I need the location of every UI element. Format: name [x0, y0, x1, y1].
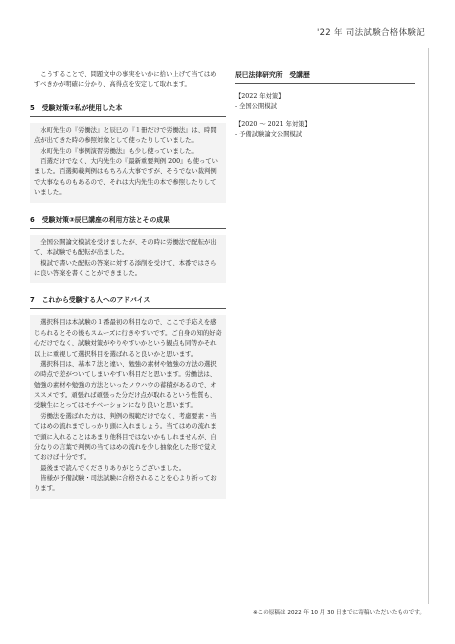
course-history-group — [235, 92, 415, 112]
section-number: 5 — [30, 103, 35, 112]
margin-rule — [428, 48, 429, 604]
paragraph: 皆様が予備試験・司法試験に合格されることを心より祈っております。 — [34, 475, 217, 493]
course-year: 【2020 ～ 2021 年対策】 — [235, 121, 311, 129]
paragraph: 最後まで読んでくださりありがとうございました。 — [40, 464, 186, 472]
paragraph: 全国公開論文模試を受けましたが、その時に労働法で配転が出て、本試験でも配転が出ました。 — [34, 238, 217, 257]
running-header: '22 年 司法試験合格体験記 — [316, 28, 425, 38]
section-5 — [30, 103, 226, 203]
main-column — [30, 70, 226, 499]
paragraph: 水町先生の『事例演習労働法』も少し使っていました。 — [40, 147, 198, 155]
course-item: - 予備試験論文公開模試 — [235, 131, 303, 139]
section-7 — [30, 295, 226, 499]
section-title: 受験対策③辰巳講座の利用方法とその成果 — [41, 215, 170, 224]
section-title: 受験対策②私が使用した本 — [41, 103, 123, 112]
section-number: 6 — [30, 215, 35, 224]
paragraph: こうすることで、問題文中の事実をいかに拾い上げて当てはめすべきかが明確に分かり、高得点を安定して取れます。 — [34, 71, 217, 89]
paragraph: 模試で書いた配転の答案に対する添削を受けて、本番ではさらに良い答案を書くことができました。 — [34, 259, 217, 277]
course-item: - 全国公開模試 — [235, 103, 277, 111]
paragraph: 労働法を選ばれた方は、判例の規範だけでなく、考慮要素・当てはめの流れまでしっかり頭に入れましょう。当てはめの流れまで頭に入れることはあまり他科目ではないかもしれませんが、自分なりの言葉で判例の当てはめの流れを少し抽象化した形で覚えておけば十分です。 — [34, 412, 217, 462]
section-body — [30, 123, 226, 203]
section-body — [30, 235, 226, 284]
paragraph: 選択科目は本試験の１番最初の科目なので、ここで手応えを感じられるとその後もスムーズに行きやすいです。ご自身の知的好奇心だけでなく、試験対策がやりやすいかという観点も同等かそれ以上に重視して選択科目を選ばれると良いかと思います。 — [34, 319, 222, 358]
section-heading — [30, 103, 226, 117]
section-body — [30, 315, 226, 498]
section-6 — [30, 215, 226, 284]
sidebar-column — [235, 70, 415, 148]
section-heading — [30, 295, 226, 309]
sidebar-heading: 辰巳法律研究所 受講歴 — [235, 70, 415, 84]
intro-text — [30, 70, 226, 91]
section-title: これから受験する人へのアドバイス — [41, 296, 151, 305]
course-history-group — [235, 120, 415, 140]
paragraph: 水町先生の『労働法』と辰巳の『１冊だけで労働法』は、時間点が出てきた時の参照対象として使ったりしていました。 — [34, 126, 217, 145]
section-number: 7 — [30, 296, 35, 305]
course-year: 【2022 年対策】 — [235, 93, 285, 101]
footnote: ※この原稿は 2022 年 10 月 30 日までに寄稿いただいたものです。 — [252, 610, 425, 616]
section-heading — [30, 215, 226, 229]
paragraph: 百選だけでなく、大内先生の『最新重要判例 200』も使っていました。百選掲載判例はもちろん大事ですが、そうでない裁判例で大事なものもあるので、それは大内先生の本で参照したりしていました。 — [34, 158, 218, 197]
paragraph: 選択科目は、基本７法と違い、勉強の素材や勉強の方法の選択の時点で差がついてしまいやすい科目だと思います。労働法は、勉強の素材や勉強の方法といったノウハウの蓄積があるので、オススメです。頑張れば頑張った分だけ点が取れるという性質も、受験生にとってはモチベーションになり良いと思います。 — [34, 360, 217, 410]
